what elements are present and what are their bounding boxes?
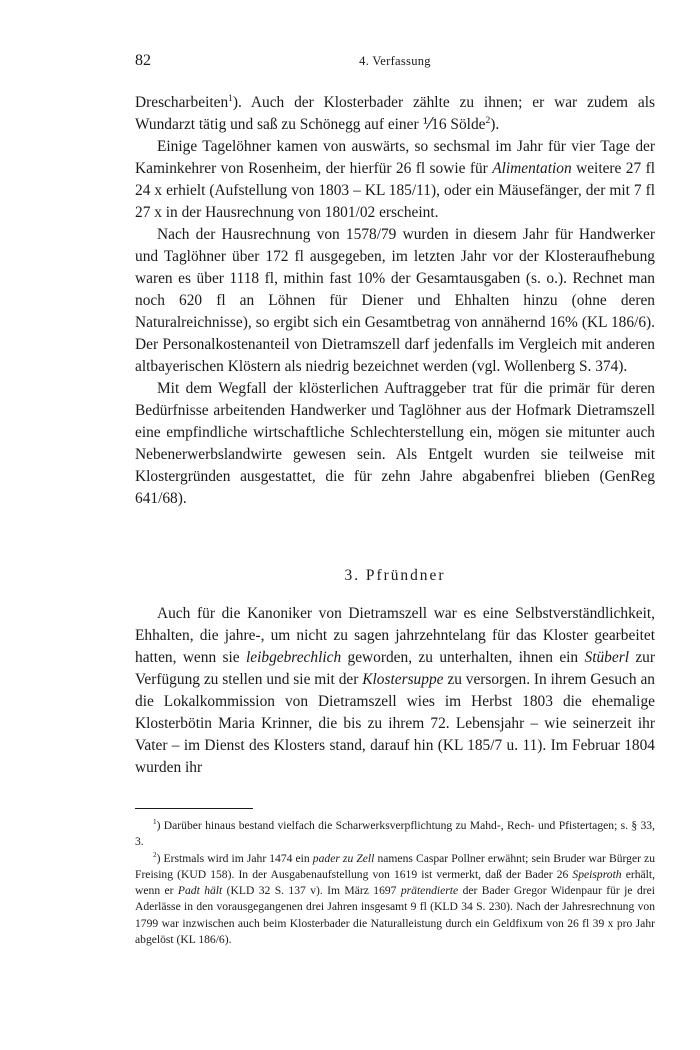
text-run: namens Caspar Pollner erwähnt; sein Bruder war Bürger zu Freising (KUD 158). In der Ausgabenaufstellung von 1619 ist vermerkt, daß der Bader 26 — [135, 851, 655, 881]
section-heading: 3. Pfründner — [344, 567, 446, 584]
footnote — [135, 818, 655, 851]
italic-term: Alimentation — [492, 160, 572, 177]
text-run: weitere 27 fl 24 x erhielt (Aufstellung von 1803 – KL 185/11), oder ein Mäusefänger, der mit 7 fl 27 x in der Hausrechnung von 1801/02 erscheint. — [135, 160, 655, 221]
text-run: geworden, zu unterhalten, ihnen ein — [341, 649, 585, 666]
footnote-marker: 1 — [228, 92, 233, 104]
text-run: Auch für die Kanoniker von Dietramszell war es eine Selbstverständlichkeit, Ehhalten, die jahre-, um nicht zu sagen jahrzehntelang für das Kloster gearbeitet hatten, wenn sie — [135, 605, 655, 666]
text-run: Nach der Hausrechnung von 1578/79 wurden in diesem Jahr für Handwerker und Taglöhner über 172 fl ausgegeben, im letzten Jahr vor der Klosteraufhebung waren es über 1118 fl, mithin fast 10% der Gesamtausgaben (s. o.). Rechnet man noch 620 fl an Löhnen für Diener und Ehhalten hinzu (ohne deren Naturalreichnisse), so ergibt sich ein Gesamtbetrag von annähernd 16% (KL 186/6). Der Personalkostenanteil von Dietramszell darf jedenfalls im Vergleich mit anderen altbayerischen Klöstern als niedrig bezeichnet werden (vgl. Wollenberg S. 374). — [135, 226, 655, 375]
footnote-marker: 2 — [485, 114, 491, 126]
footnote-marker: 1 — [153, 818, 157, 827]
italic-term: prätendierte — [400, 884, 459, 898]
footnote-divider — [135, 808, 253, 809]
italic-term: Klostersuppe — [362, 671, 444, 688]
running-head: 4. Verfassung — [359, 54, 431, 68]
text-run: Drescharbeiten — [135, 94, 229, 111]
text-run: zu versorgen. In ihrem Gesuch an die Lokalkommission von Dietramszell wies im Herbst 1803 die ehemalige Klosterbötin Maria Krinner, die bis zu ihrem 72. Lebensjahr – wie seinerzeit ihr Vater – im Dienst des Klosters stand, darauf hin (KL 185/7 u. 11). Im Februar 1804 wurden ihr — [135, 671, 655, 776]
text-run: zur Verfügung zu stellen und sie mit der — [135, 649, 656, 688]
text-run: der Bader Gregor Widenpaur für je drei Aderlässe in den vorausgegangenen drei Jahren insgesamt 9 fl (KLD 34 S. 230). Nach der Jahresrechnung von 1799 war inzwischen auch beim Klosterbader die Naturalleistung durch ein Geldfixum von 26 fl 39 x pro Jahr abgelöst (KL 186/6). — [135, 884, 655, 947]
text-run: Einige Tagelöhner kamen von auswärts, so sechsmal im Jahr für vier Tage der Kaminkehrer von Rosenheim, der hierfür 26 fl sowie für — [135, 138, 655, 177]
footnote-marker: 2 — [153, 850, 157, 859]
text-run: erhält, wenn er — [135, 867, 655, 898]
footnotes — [135, 818, 655, 948]
italic-term: pader zu Zell — [312, 851, 375, 865]
italic-term: Stüberl — [584, 649, 629, 666]
text-run: ). Auch der Klosterbader zählte zu ihnen; er war zudem als Wundarzt tätig und saß zu Schönegg auf einer ⅟16 Sölde — [135, 94, 655, 133]
italic-term: leibgebrechlich — [246, 649, 342, 666]
text-run: ) Erstmals wird im Jahr 1474 ein — [156, 851, 313, 865]
text-run: ) Darüber hinaus bestand vielfach die Scharwerksverpflichtung zu Mahd-, Rech- und Pfistertagen; s. § 33, 3. — [135, 819, 655, 849]
text-run: (KLD 32 S. 137 v). Im März 1697 — [222, 884, 401, 898]
paragraph — [135, 224, 655, 378]
italic-term: Speisproth — [572, 867, 622, 881]
paragraph — [135, 136, 655, 224]
page-header — [135, 52, 655, 72]
page-number: 82 — [135, 52, 151, 69]
section-body — [135, 603, 655, 779]
text-run: Mit dem Wegfall der klösterlichen Auftraggeber trat für die primär für deren Bedürfnisse arbeitenden Handwerker und Taglöhner aus der Hofmark Dietramszell eine empfindliche wirtschaftliche Schlechterstellung ein, mögen sie mitunter auch Nebenerwerbslandwirte gewesen sein. Als Entgelt wurden sie teilweise mit Klostergründen ausgestattet, die für zehn Jahre abgabenfrei blieben (GenReg 641/68). — [135, 380, 655, 507]
footnote — [135, 851, 655, 949]
paragraph — [135, 378, 655, 510]
text-run: ). — [490, 116, 500, 133]
paragraph — [135, 92, 655, 136]
body-text — [135, 92, 655, 510]
italic-term: Padt hält — [177, 884, 223, 898]
paragraph — [135, 603, 655, 779]
